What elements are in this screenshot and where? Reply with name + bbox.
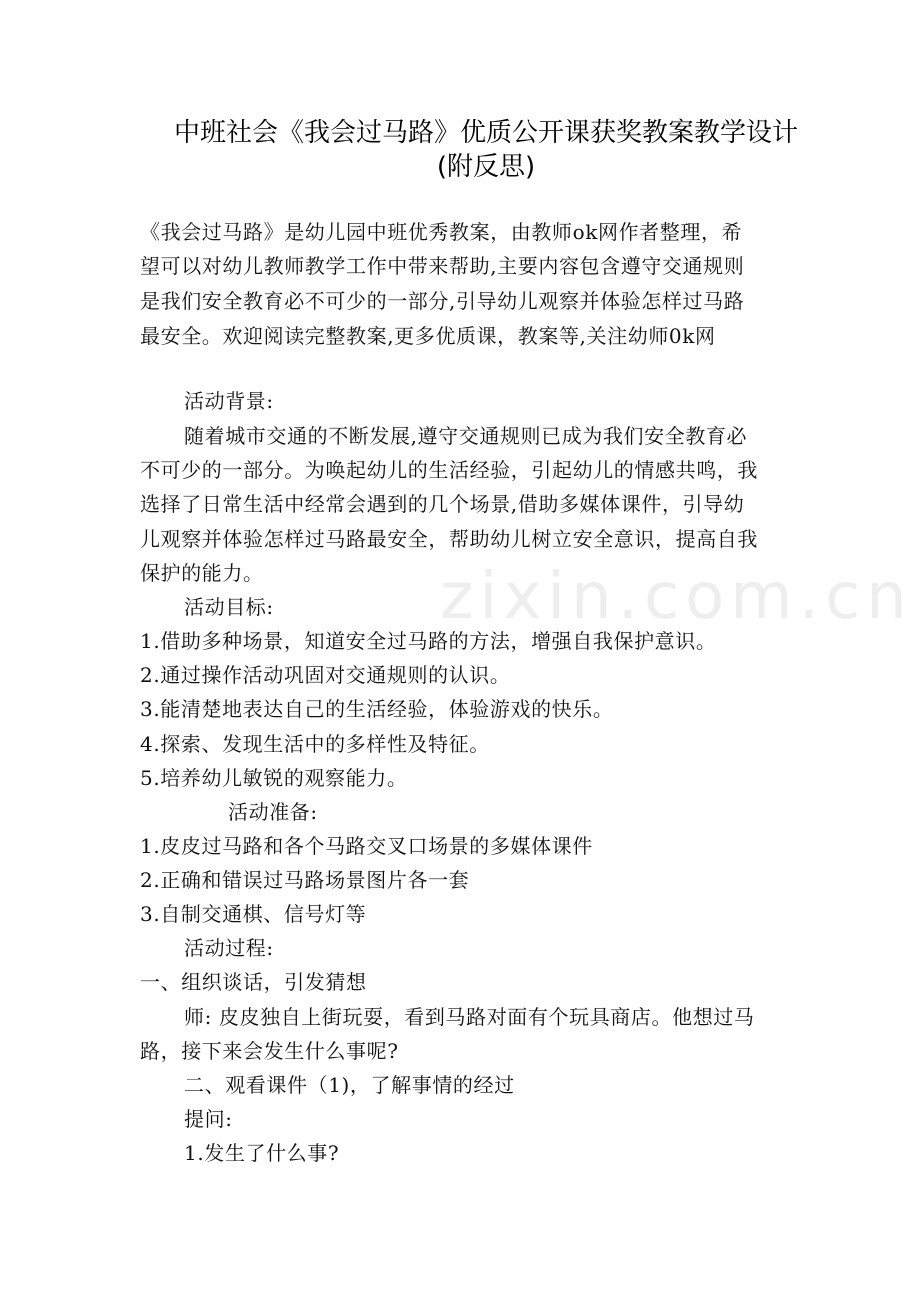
- question-item: 1.发生了什么事?: [184, 1141, 340, 1165]
- goal-item: 2.通过操作活动巩固对交通规则的认识。: [140, 663, 511, 687]
- background-line: 儿观察并体验怎样过马路最安全，帮助幼儿树立安全意识，提高自我: [140, 527, 758, 551]
- prep-item: 1.皮皮过马路和各个马路交叉口场景的多媒体课件: [140, 834, 593, 858]
- goal-item: 5.培养幼儿敏锐的观察能力。: [140, 766, 408, 790]
- goal-item: 3.能清楚地表达自己的生活经验，体验游戏的快乐。: [140, 697, 614, 721]
- question-heading: 提问:: [184, 1107, 233, 1131]
- goals-heading: 活动目标:: [184, 595, 274, 619]
- watermark: zixin.com.cn: [440, 560, 913, 634]
- background-heading: 活动背景:: [184, 389, 274, 413]
- teacher-line: 路，接下来会发生什么事呢?: [140, 1039, 399, 1063]
- intro-line: 望可以对幼儿教师教学工作中带来帮助,主要内容包含遵守交通规则: [140, 254, 745, 278]
- prep-item: 2.正确和错误过马路场景图片各一套: [140, 868, 470, 892]
- background-line: 选择了日常生活中经常会遇到的几个场景,借助多媒体课件，引导幼: [140, 492, 745, 516]
- background-line: 保护的能力。: [140, 561, 264, 585]
- background-line: 随着城市交通的不断发展,遵守交通规则已成为我们安全教育必: [184, 424, 748, 448]
- prep-item: 3.自制交通棋、信号灯等: [140, 902, 367, 926]
- background-line: 不可少的一部分。为唤起幼儿的生活经验，引起幼儿的情感共鸣，我: [140, 458, 758, 482]
- goal-item: 4.探索、发现生活中的多样性及特征。: [140, 732, 490, 756]
- document-title-line1: 中班社会《我会过马路》优质公开课获奖教案教学设计: [173, 118, 798, 148]
- process-step: 一、组织谈话，引发猜想: [140, 970, 367, 994]
- goal-item: 1.借助多种场景，知道安全过马路的方法，增强自我保护意识。: [140, 629, 717, 653]
- intro-line: 《我会过马路》是幼儿园中班优秀教案，由教师ok网作者整理，希: [140, 220, 743, 244]
- process-heading: 活动过程:: [184, 936, 274, 960]
- teacher-line: 师: 皮皮独自上街玩耍，看到马路对面有个玩具商店。他想过马: [184, 1005, 755, 1029]
- document-title-line2: (附反思): [436, 152, 536, 182]
- process-step: 二、观看课件（1)，了解事情的经过: [184, 1073, 515, 1097]
- prep-heading: 活动准备:: [228, 800, 318, 824]
- intro-line: 是我们安全教育必不可少的一部分,引导幼儿观察并体验怎样过马路: [140, 289, 745, 313]
- intro-line: 最安全。欢迎阅读完整教案,更多优质课，教案等,关注幼师0k网: [140, 324, 716, 348]
